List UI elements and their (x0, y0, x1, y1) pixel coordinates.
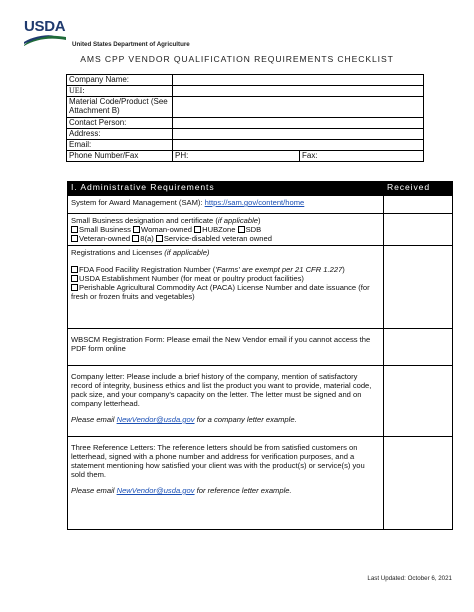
wbscm-row (68, 329, 453, 366)
uei-field[interactable] (173, 86, 424, 97)
email-field[interactable] (173, 140, 424, 151)
ph-label: PH: (175, 151, 189, 160)
section-title: I. Administrative Requirements (68, 182, 384, 196)
paca-text: Perishable Agricultural Commodity Act (PACA) License Number and date issuance (for fresh or frozen fruits and vegetables) (71, 283, 370, 301)
hubzone-checkbox[interactable] (194, 226, 201, 233)
company-letter-row (68, 366, 453, 437)
service-disabled-checkbox[interactable] (156, 235, 163, 242)
company-letter-email-prefix: Please email (71, 415, 117, 424)
sdb-option: SDB (245, 225, 262, 234)
small-business-checkbox[interactable] (71, 226, 78, 233)
sdb-checkbox[interactable] (238, 226, 245, 233)
small-business-row (68, 214, 453, 246)
reference-letters-text: Three Reference Letters: The reference letters should be from satisfied customers on letterhead, signed with a phone number and address for verification purposes, and a statement mentioning how satisfied your client was with the product(s) or service(s) you sold them. (71, 443, 365, 479)
department-name: United States Department of Agriculture (72, 41, 190, 48)
uei-label: UEI: (67, 86, 173, 97)
wbscm-received-cell[interactable] (384, 329, 453, 366)
usda-text: USDA Establishment Number (for meat or poultry product facilities) (79, 274, 304, 283)
veteran-owned-checkbox[interactable] (71, 235, 78, 242)
veteran-owned-option: Veteran-owned (79, 234, 131, 243)
registrations-row (68, 246, 453, 329)
requirements-table (67, 181, 453, 530)
reference-email-suffix: for reference letter example. (194, 486, 292, 495)
last-updated: Last Updated: October 6, 2021 (367, 575, 452, 582)
small-business-heading: Small Business designation and certificate ( (71, 216, 218, 225)
8a-checkbox[interactable] (132, 235, 139, 242)
sam-received-cell[interactable] (384, 196, 453, 214)
small-business-heading-end: ) (258, 216, 261, 225)
company-letter-email-suffix: for a company letter example. (194, 415, 297, 424)
registrations-heading: Registrations and Licenses (71, 248, 165, 257)
sam-label: System for Award Management (SAM): (71, 198, 205, 207)
contact-person-label: Contact Person: (67, 118, 173, 129)
reference-letters-received-cell[interactable] (384, 437, 453, 530)
email-label: Email: (67, 140, 173, 151)
wbscm-text: WBSCM Registration Form: Please email the New Vendor email if you cannot access the PDF form online (71, 335, 371, 353)
service-disabled-option: Service-disabled veteran owned (163, 234, 272, 243)
reference-email-prefix: Please email (71, 486, 117, 495)
phone-field[interactable] (173, 151, 300, 162)
company-letter-received-cell[interactable] (384, 366, 453, 437)
reference-letters-row (68, 437, 453, 530)
address-label: Address: (67, 129, 173, 140)
fda-text-end: ) (342, 265, 345, 274)
registrations-heading-italic: (if applicable) (164, 248, 210, 257)
usda-logo (24, 18, 66, 48)
logo-text: USDA (24, 18, 66, 35)
paca-checkbox[interactable] (71, 284, 78, 291)
page-title: AMS CPP VENDOR QUALIFICATION REQUIREMENTS CHECKLIST (80, 54, 394, 64)
sam-row (68, 196, 453, 214)
received-header: Received (384, 182, 453, 196)
fax-label: Fax: (302, 151, 318, 160)
small-business-received-cell[interactable] (384, 214, 453, 246)
material-code-label: Material Code/Product (See Attachment B) (67, 97, 173, 118)
fda-italic-text: 'Farms' are exempt per 21 CFR 1.227 (215, 265, 343, 274)
fda-text: FDA Food Facility Registration Number ( (79, 265, 216, 274)
logo-swoosh-icon (24, 34, 66, 46)
address-field[interactable] (173, 129, 424, 140)
registrations-received-cell[interactable] (384, 246, 453, 329)
usda-checkbox[interactable] (71, 275, 78, 282)
woman-owned-option: Woman-owned (141, 225, 192, 234)
small-business-option: Small Business (79, 225, 131, 234)
company-letter-email-link[interactable]: NewVendor@usda.gov (116, 415, 195, 424)
reference-email-link[interactable]: NewVendor@usda.gov (116, 486, 195, 495)
material-code-field[interactable] (173, 97, 424, 118)
company-name-label: Company Name: (67, 75, 173, 86)
fax-field[interactable] (300, 151, 424, 162)
woman-owned-checkbox[interactable] (133, 226, 140, 233)
8a-option: 8(a) (140, 234, 154, 243)
company-name-field[interactable] (173, 75, 424, 86)
fda-checkbox[interactable] (71, 266, 78, 273)
sam-link[interactable]: https://sam.gov/content/home (204, 198, 305, 207)
phone-fax-label: Phone Number/Fax (67, 151, 173, 162)
company-letter-text: Company letter: Please include a brief history of the company, mention of satisfactory record of integrity, business ethics and list the product you want to provide, material code, pack size, and your company's capacity on the letter. The letter must be signed and on company letterhead. (71, 372, 372, 408)
company-info-table (66, 74, 424, 162)
contact-person-field[interactable] (173, 118, 424, 129)
hubzone-option: HUBZone (202, 225, 236, 234)
small-business-heading-italic: if applicable (217, 216, 258, 225)
